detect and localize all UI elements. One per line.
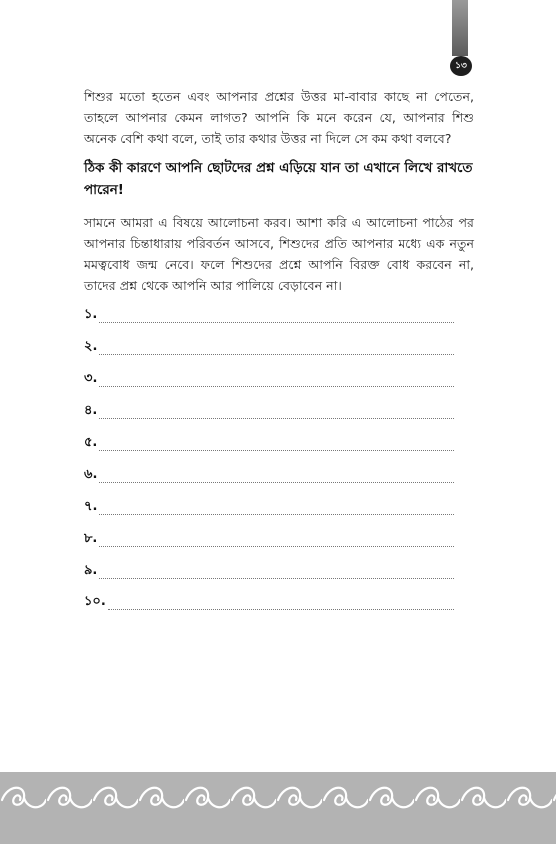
line-number: ৫. xyxy=(84,435,98,450)
dotted-line xyxy=(99,440,454,451)
line-number: ৪. xyxy=(84,403,98,419)
dotted-line xyxy=(99,536,454,547)
section-heading: ঠিক কী কারণে আপনি ছোটদের প্রশ্ন এড়িয়ে যান তা এখানে লিখে রাখতে পারেন! xyxy=(84,161,473,198)
dotted-line xyxy=(99,408,454,419)
writing-lines xyxy=(84,300,454,619)
line-number: ৯. xyxy=(84,562,98,578)
line-number: ৮. xyxy=(84,530,98,546)
writing-line[interactable] xyxy=(84,555,454,587)
dotted-line xyxy=(99,376,454,387)
dotted-line xyxy=(108,599,454,610)
dotted-line xyxy=(99,472,454,483)
intro-paragraph: শিশুর মতো হতেন এবং আপনার প্রশ্নের উত্তর মা-বাবার কাছে না পেতেন, তাহলে আপনার কেমন লাগত? আপনি কি মনে করেন যে, আপনার শিশু অনেক বেশি কথা বলে, তাই তার কথার উত্তর না দিলে সে কম কথা বলবে? xyxy=(84,89,474,146)
line-number: ৩. xyxy=(84,371,98,387)
writing-line[interactable] xyxy=(84,364,454,396)
dotted-line xyxy=(99,312,454,323)
line-number: ৭. xyxy=(84,498,98,514)
writing-line[interactable] xyxy=(84,332,454,364)
line-number: ৬. xyxy=(84,466,98,482)
line-number: ১. xyxy=(84,307,98,323)
dotted-line xyxy=(99,568,454,579)
line-number: ১০. xyxy=(84,594,106,610)
page-tab-bar xyxy=(452,0,468,56)
page-number-badge: ১৩ xyxy=(450,56,472,76)
writing-line[interactable] xyxy=(84,523,454,555)
dotted-line xyxy=(99,344,454,355)
line-number: ২. xyxy=(84,339,98,355)
writing-line[interactable] xyxy=(84,587,454,619)
writing-line[interactable] xyxy=(84,428,454,460)
ornamental-footer xyxy=(0,772,556,844)
ornamental-swirl-border-icon xyxy=(0,778,556,818)
dotted-line xyxy=(99,504,454,515)
writing-line[interactable] xyxy=(84,300,454,332)
writing-line[interactable] xyxy=(84,396,454,428)
writing-line[interactable] xyxy=(84,491,454,523)
body-paragraph: সামনে আমরা এ বিষয়ে আলোচনা করব। আশা করি এ আলোচনা পাঠের পর আপনার চিন্তাধারায় পরিবর্তন আসবে, শিশুদের প্রতি আপনার মধ্যে এক নতুন মমত্ববোধ জন্ম নেবে। ফলে শিশুদের প্রশ্নে আপনি বিরক্ত বোধ করবেন না, তাদের প্রশ্ন থেকে আপনি আর পালিয়ে বেড়াবেন না। xyxy=(84,215,474,293)
writing-line[interactable] xyxy=(84,459,454,491)
